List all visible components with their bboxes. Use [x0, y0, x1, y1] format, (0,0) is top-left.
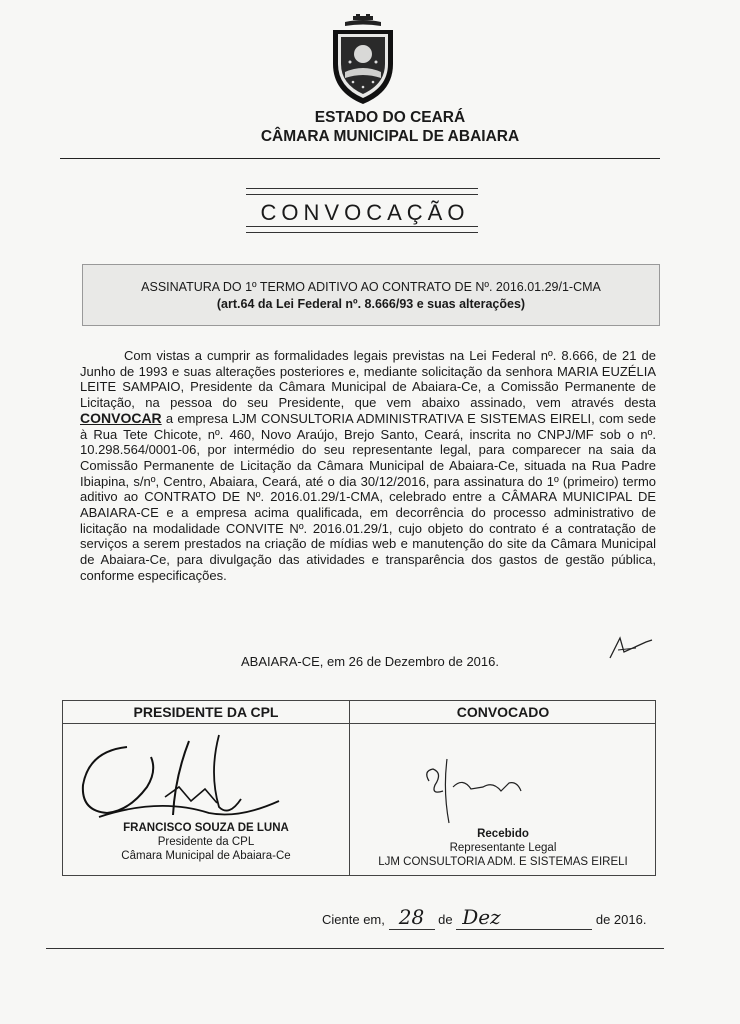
document-title: CONVOCAÇÃO [260, 200, 470, 225]
ciente-suffix: de 2016. [595, 912, 647, 927]
right-signer [350, 827, 656, 869]
ceara-coat-of-arms-icon [323, 14, 403, 106]
right-signer-org: LJM CONSULTORIA ADM. E SISTEMAS EIRELI [378, 856, 628, 868]
title-rule-top [246, 188, 478, 195]
right-signature [413, 751, 553, 831]
acknowledgement-line [322, 905, 646, 930]
ciente-month: Dez [456, 905, 592, 930]
ciente-de: de [438, 912, 453, 927]
left-signer-org: Câmara Municipal de Abaiara-Ce [121, 850, 291, 862]
body-paragraph [80, 348, 656, 584]
ciente-prefix: Ciente em, [322, 912, 385, 927]
state-name: ESTADO DO CEARÁ [314, 109, 466, 126]
left-signer-role: Presidente da CPL [157, 836, 255, 848]
body-part-2: a empresa LJM CONSULTORIA ADMINISTRATIVA E SISTEMAS EIRELI, com sede à Rua Tete Chicote, nº. 460, Novo Araújo, Brejo Santo, Ceará, inscrita no CNPJ/MF sob o nº. 10.298.564/0001-06, por intermédio do seu representante legal, para comparecer na saia da Comissão Permanente de Licitação da Câmara Municipal de Abaiara-Ce, situada na Rua Padre Ibiapina, s/nº, Centro, Abaiara, Ceará, até o dia 30/12/2016, para assinatura do 1º (primeiro) termo aditivo ao CONTRATO DE Nº. 2016.01.29/1-CMA, celebrado entre a CÂMARA MUNICIPAL DE ABAIARA-CE e a empresa acima qualificada, em decorrência do processo administrativo de licitação na modalidade CONVITE Nº. 2016.01.29/1, cujo objeto do contrato é a contratação de serviços a serem prestados na criação de mídias web e manutenção do site da Câmara Municipal de Abaiara-Ce, para divulgação das atividades e transparência dos gastos de gestão pública, conforme especificações. [80, 410, 656, 583]
footer-rule [46, 948, 664, 949]
convocar-keyword: CONVOCAR [80, 409, 162, 426]
left-signer [63, 821, 349, 863]
left-signature [69, 727, 309, 827]
subject-box [82, 264, 660, 326]
left-signer-name: FRANCISCO SOUZA DE LUNA [123, 822, 289, 834]
dateline: ABAIARA-CE, em 26 de Dezembro de 2016. [241, 654, 499, 669]
received-label: Recebido [477, 828, 529, 840]
right-column-title: CONVOCADO [456, 704, 550, 720]
chamber-name: CÂMARA MUNICIPAL DE ABAIARA [260, 128, 520, 145]
ciente-day: 28 [389, 905, 435, 930]
initials-mark [606, 628, 656, 664]
title-rule-bottom [246, 226, 478, 233]
header-rule [60, 158, 660, 159]
subject-line-1: ASSINATURA DO 1º TERMO ADITIVO AO CONTRATO DE Nº. 2016.01.29/1-CMA [141, 280, 601, 294]
left-column-title: PRESIDENTE DA CPL [133, 704, 279, 720]
right-signer-role: Representante Legal [449, 842, 557, 854]
subject-line-2: (art.64 da Lei Federal nº. 8.666/93 e suas alterações) [216, 297, 526, 311]
letterhead [160, 108, 620, 146]
signature-table [62, 700, 656, 876]
body-part-1: Com vistas a cumprir as formalidades legais previstas na Lei Federal nº. 8.666, de 21 de Junho de 1993 e suas alterações posteriores e, mediante solicitação da senhora MARIA EUZÉLIA LEITE SAMPAIO, Presidente da Câmara Municipal de Abaiara-Ce, a Comissão Permanente de Licitação, na pessoa do seu Presidente, que vem abaixo assinado, vem através desta [80, 348, 656, 411]
